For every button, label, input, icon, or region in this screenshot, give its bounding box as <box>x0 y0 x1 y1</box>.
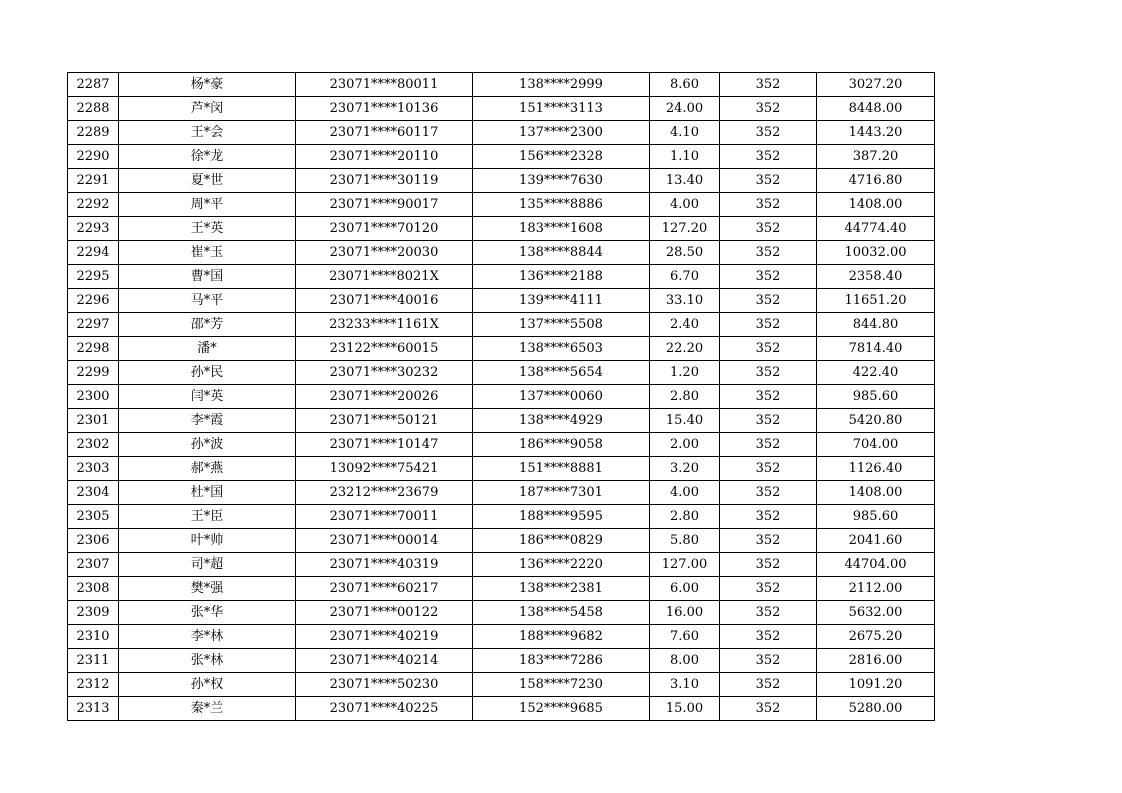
cell-price: 352 <box>720 385 817 409</box>
cell-id-number: 23071****00014 <box>296 529 473 553</box>
cell-amount: 1443.20 <box>817 121 935 145</box>
cell-seq: 2292 <box>68 193 119 217</box>
cell-price: 352 <box>720 169 817 193</box>
cell-amount: 704.00 <box>817 433 935 457</box>
cell-phone: 187****7301 <box>473 481 650 505</box>
cell-amount: 2816.00 <box>817 649 935 673</box>
cell-price: 352 <box>720 265 817 289</box>
cell-area: 2.40 <box>650 313 720 337</box>
cell-area: 3.20 <box>650 457 720 481</box>
cell-amount: 422.40 <box>817 361 935 385</box>
table-row <box>68 169 935 193</box>
cell-id-number: 23071****40319 <box>296 553 473 577</box>
cell-area: 33.10 <box>650 289 720 313</box>
cell-phone: 151****8881 <box>473 457 650 481</box>
cell-phone: 183****7286 <box>473 649 650 673</box>
cell-seq: 2297 <box>68 313 119 337</box>
table-row <box>68 553 935 577</box>
cell-phone: 156****2328 <box>473 145 650 169</box>
cell-seq: 2309 <box>68 601 119 625</box>
cell-seq: 2305 <box>68 505 119 529</box>
cell-id-number: 13092****75421 <box>296 457 473 481</box>
cell-phone: 138****5458 <box>473 601 650 625</box>
cell-id-number: 23071****10147 <box>296 433 473 457</box>
cell-id-number: 23071****90017 <box>296 193 473 217</box>
cell-name: 邵*芳 <box>119 313 296 337</box>
table-row <box>68 193 935 217</box>
cell-phone: 158****7230 <box>473 673 650 697</box>
cell-seq: 2300 <box>68 385 119 409</box>
cell-amount: 5280.00 <box>817 697 935 721</box>
cell-phone: 138****2999 <box>473 73 650 97</box>
cell-price: 352 <box>720 145 817 169</box>
cell-id-number: 23071****40016 <box>296 289 473 313</box>
table-row <box>68 505 935 529</box>
cell-seq: 2298 <box>68 337 119 361</box>
cell-price: 352 <box>720 313 817 337</box>
cell-id-number: 23122****60015 <box>296 337 473 361</box>
cell-phone: 151****3113 <box>473 97 650 121</box>
cell-id-number: 23071****00122 <box>296 601 473 625</box>
table-row <box>68 481 935 505</box>
cell-phone: 188****9682 <box>473 625 650 649</box>
cell-price: 352 <box>720 457 817 481</box>
table-row <box>68 433 935 457</box>
cell-id-number: 23212****23679 <box>296 481 473 505</box>
cell-amount: 1408.00 <box>817 481 935 505</box>
cell-name: 司*超 <box>119 553 296 577</box>
cell-amount: 985.60 <box>817 505 935 529</box>
cell-name: 曹*国 <box>119 265 296 289</box>
cell-area: 127.00 <box>650 553 720 577</box>
cell-name: 叶*帅 <box>119 529 296 553</box>
table-row <box>68 577 935 601</box>
cell-name: 王*会 <box>119 121 296 145</box>
cell-seq: 2302 <box>68 433 119 457</box>
cell-price: 352 <box>720 625 817 649</box>
cell-area: 7.60 <box>650 625 720 649</box>
cell-id-number: 23071****70120 <box>296 217 473 241</box>
cell-seq: 2295 <box>68 265 119 289</box>
cell-phone: 139****7630 <box>473 169 650 193</box>
cell-name: 周*平 <box>119 193 296 217</box>
cell-phone: 188****9595 <box>473 505 650 529</box>
table-row <box>68 457 935 481</box>
cell-area: 4.10 <box>650 121 720 145</box>
cell-price: 352 <box>720 121 817 145</box>
table-row <box>68 649 935 673</box>
cell-name: 杨*豪 <box>119 73 296 97</box>
cell-amount: 844.80 <box>817 313 935 337</box>
cell-phone: 186****0829 <box>473 529 650 553</box>
table-row <box>68 145 935 169</box>
cell-area: 2.80 <box>650 505 720 529</box>
cell-amount: 5420.80 <box>817 409 935 433</box>
cell-name: 张*华 <box>119 601 296 625</box>
cell-seq: 2304 <box>68 481 119 505</box>
cell-area: 16.00 <box>650 601 720 625</box>
cell-phone: 136****2188 <box>473 265 650 289</box>
cell-area: 2.80 <box>650 385 720 409</box>
cell-price: 352 <box>720 481 817 505</box>
cell-price: 352 <box>720 193 817 217</box>
table-body <box>68 73 935 721</box>
table-row <box>68 289 935 313</box>
data-sheet <box>67 72 934 721</box>
cell-id-number: 23071****40214 <box>296 649 473 673</box>
cell-seq: 2293 <box>68 217 119 241</box>
cell-seq: 2288 <box>68 97 119 121</box>
cell-amount: 3027.20 <box>817 73 935 97</box>
cell-id-number: 23071****20110 <box>296 145 473 169</box>
table-row <box>68 265 935 289</box>
cell-seq: 2310 <box>68 625 119 649</box>
cell-id-number: 23071****30119 <box>296 169 473 193</box>
table-row <box>68 601 935 625</box>
cell-amount: 1408.00 <box>817 193 935 217</box>
cell-seq: 2307 <box>68 553 119 577</box>
cell-seq: 2294 <box>68 241 119 265</box>
cell-amount: 44704.00 <box>817 553 935 577</box>
cell-price: 352 <box>720 505 817 529</box>
cell-phone: 152****9685 <box>473 697 650 721</box>
cell-name: 李*霞 <box>119 409 296 433</box>
cell-phone: 186****9058 <box>473 433 650 457</box>
cell-phone: 183****1608 <box>473 217 650 241</box>
cell-name: 徐*龙 <box>119 145 296 169</box>
cell-amount: 2358.40 <box>817 265 935 289</box>
cell-name: 秦*兰 <box>119 697 296 721</box>
cell-price: 352 <box>720 361 817 385</box>
cell-amount: 11651.20 <box>817 289 935 313</box>
cell-seq: 2289 <box>68 121 119 145</box>
cell-name: 樊*强 <box>119 577 296 601</box>
cell-name: 王*臣 <box>119 505 296 529</box>
cell-area: 1.20 <box>650 361 720 385</box>
cell-id-number: 23071****80011 <box>296 73 473 97</box>
cell-phone: 135****8886 <box>473 193 650 217</box>
cell-amount: 10032.00 <box>817 241 935 265</box>
cell-area: 5.80 <box>650 529 720 553</box>
cell-phone: 138****2381 <box>473 577 650 601</box>
cell-phone: 138****6503 <box>473 337 650 361</box>
cell-price: 352 <box>720 217 817 241</box>
cell-amount: 4716.80 <box>817 169 935 193</box>
cell-area: 8.60 <box>650 73 720 97</box>
table-row <box>68 697 935 721</box>
table-row <box>68 409 935 433</box>
table-row <box>68 241 935 265</box>
table-row <box>68 217 935 241</box>
cell-id-number: 23071****20030 <box>296 241 473 265</box>
cell-price: 352 <box>720 337 817 361</box>
cell-name: 郝*燕 <box>119 457 296 481</box>
cell-amount: 1126.40 <box>817 457 935 481</box>
cell-name: 潘* <box>119 337 296 361</box>
table-row <box>68 73 935 97</box>
cell-id-number: 23071****20026 <box>296 385 473 409</box>
cell-seq: 2291 <box>68 169 119 193</box>
cell-phone: 138****5654 <box>473 361 650 385</box>
table-row <box>68 385 935 409</box>
cell-name: 芦*闵 <box>119 97 296 121</box>
cell-name: 杜*国 <box>119 481 296 505</box>
cell-price: 352 <box>720 409 817 433</box>
cell-id-number: 23071****40219 <box>296 625 473 649</box>
cell-seq: 2313 <box>68 697 119 721</box>
cell-id-number: 23071****60217 <box>296 577 473 601</box>
cell-price: 352 <box>720 529 817 553</box>
cell-id-number: 23071****50230 <box>296 673 473 697</box>
cell-area: 2.00 <box>650 433 720 457</box>
cell-name: 李*林 <box>119 625 296 649</box>
cell-name: 孙*权 <box>119 673 296 697</box>
table-row <box>68 337 935 361</box>
cell-id-number: 23233****1161X <box>296 313 473 337</box>
cell-id-number: 23071****60117 <box>296 121 473 145</box>
cell-seq: 2299 <box>68 361 119 385</box>
cell-area: 22.20 <box>650 337 720 361</box>
cell-seq: 2311 <box>68 649 119 673</box>
data-table <box>67 72 935 721</box>
cell-name: 崔*玉 <box>119 241 296 265</box>
cell-name: 孙*民 <box>119 361 296 385</box>
cell-amount: 387.20 <box>817 145 935 169</box>
cell-amount: 5632.00 <box>817 601 935 625</box>
cell-amount: 44774.40 <box>817 217 935 241</box>
cell-amount: 985.60 <box>817 385 935 409</box>
cell-phone: 138****4929 <box>473 409 650 433</box>
cell-price: 352 <box>720 97 817 121</box>
cell-price: 352 <box>720 73 817 97</box>
table-row <box>68 121 935 145</box>
cell-phone: 137****2300 <box>473 121 650 145</box>
cell-area: 4.00 <box>650 481 720 505</box>
table-row <box>68 673 935 697</box>
cell-phone: 137****5508 <box>473 313 650 337</box>
cell-seq: 2296 <box>68 289 119 313</box>
cell-id-number: 23071****8021X <box>296 265 473 289</box>
cell-area: 6.00 <box>650 577 720 601</box>
cell-price: 352 <box>720 697 817 721</box>
cell-area: 3.10 <box>650 673 720 697</box>
cell-price: 352 <box>720 673 817 697</box>
cell-amount: 2041.60 <box>817 529 935 553</box>
cell-area: 6.70 <box>650 265 720 289</box>
cell-seq: 2287 <box>68 73 119 97</box>
cell-name: 王*英 <box>119 217 296 241</box>
cell-price: 352 <box>720 553 817 577</box>
cell-id-number: 23071****10136 <box>296 97 473 121</box>
cell-amount: 2675.20 <box>817 625 935 649</box>
table-row <box>68 313 935 337</box>
cell-price: 352 <box>720 577 817 601</box>
table-row <box>68 529 935 553</box>
cell-seq: 2303 <box>68 457 119 481</box>
cell-name: 马*平 <box>119 289 296 313</box>
cell-area: 127.20 <box>650 217 720 241</box>
cell-price: 352 <box>720 649 817 673</box>
cell-name: 闫*英 <box>119 385 296 409</box>
cell-amount: 2112.00 <box>817 577 935 601</box>
table-row <box>68 625 935 649</box>
cell-area: 15.00 <box>650 697 720 721</box>
cell-id-number: 23071****40225 <box>296 697 473 721</box>
cell-area: 8.00 <box>650 649 720 673</box>
cell-phone: 136****2220 <box>473 553 650 577</box>
cell-area: 24.00 <box>650 97 720 121</box>
cell-area: 13.40 <box>650 169 720 193</box>
cell-amount: 1091.20 <box>817 673 935 697</box>
cell-amount: 7814.40 <box>817 337 935 361</box>
cell-id-number: 23071****30232 <box>296 361 473 385</box>
cell-phone: 137****0060 <box>473 385 650 409</box>
cell-id-number: 23071****70011 <box>296 505 473 529</box>
cell-amount: 8448.00 <box>817 97 935 121</box>
cell-phone: 138****8844 <box>473 241 650 265</box>
cell-price: 352 <box>720 289 817 313</box>
cell-area: 15.40 <box>650 409 720 433</box>
cell-id-number: 23071****50121 <box>296 409 473 433</box>
cell-name: 孙*波 <box>119 433 296 457</box>
cell-name: 张*林 <box>119 649 296 673</box>
cell-price: 352 <box>720 241 817 265</box>
cell-price: 352 <box>720 601 817 625</box>
cell-name: 夏*世 <box>119 169 296 193</box>
cell-area: 4.00 <box>650 193 720 217</box>
table-row <box>68 361 935 385</box>
cell-seq: 2306 <box>68 529 119 553</box>
cell-seq: 2301 <box>68 409 119 433</box>
cell-seq: 2290 <box>68 145 119 169</box>
table-row <box>68 97 935 121</box>
cell-area: 28.50 <box>650 241 720 265</box>
cell-seq: 2308 <box>68 577 119 601</box>
cell-seq: 2312 <box>68 673 119 697</box>
cell-price: 352 <box>720 433 817 457</box>
cell-phone: 139****4111 <box>473 289 650 313</box>
cell-area: 1.10 <box>650 145 720 169</box>
